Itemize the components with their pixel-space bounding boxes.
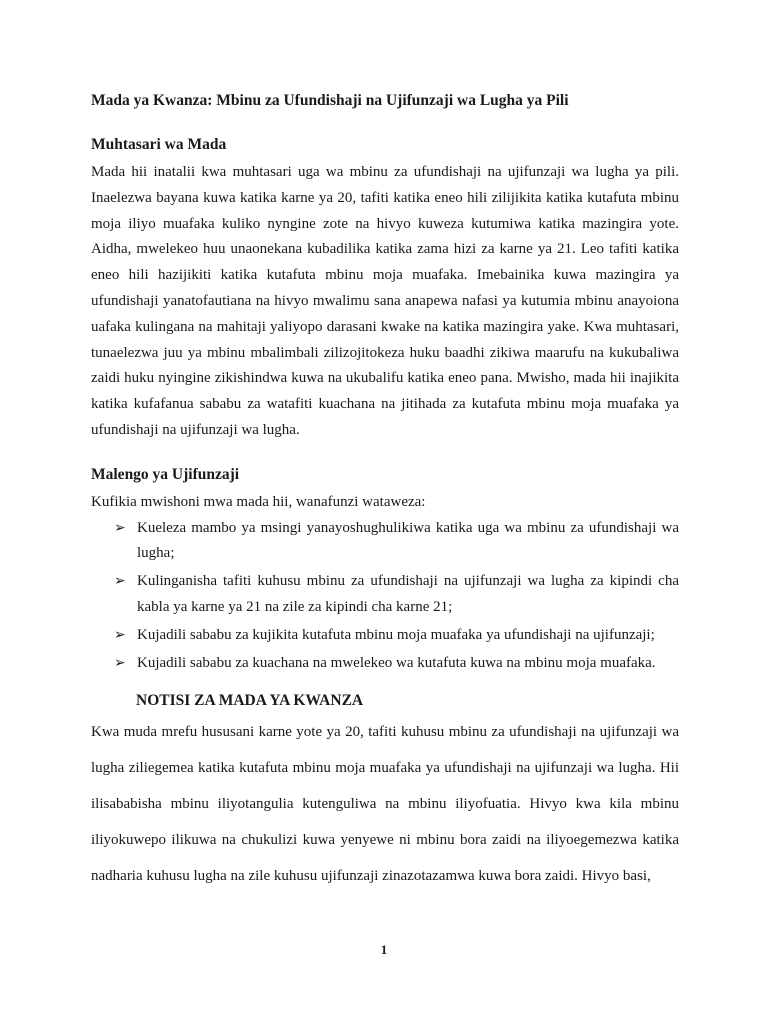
list-item — [91, 516, 679, 568]
list-item — [91, 651, 679, 677]
notes-paragraph: Kwa muda mrefu hususani karne yote ya 20, tafiti kuhusu mbinu za ufundishaji na ujifunzaji wa lugha ziliegemea katika kutafuta mbinu moja muafaka ya ufundishaji na ujifunzaji wa lugha. Hii ilisababisha mbinu iliyotangulia kutenguliwa na mbinu iliyofuatia. Hivyo kwa kila mbinu iliyokuwepo ilikuwa na chukulizi kuwa yenyewe ni mbinu bora zaidi na iliyoegemezwa katika nadharia kuhusu lugha na zile kuhusu ujifunzaji zinazotazamwa kuwa bora zaidi. Hivyo basi, — [91, 724, 679, 884]
list-item-text: Kujadili sababu za kujikita kutafuta mbinu moja muafaka ya ufundishaji na ujifunzaji; — [137, 626, 655, 643]
list-item-text: Kujadili sababu za kuachana na mwelekeo wa kutafuta kuwa na mbinu moja muafaka. — [137, 654, 656, 671]
arrow-bullet-icon: ➢ — [114, 655, 126, 671]
notes-heading: NOTISI ZA MADA YA KWANZA — [136, 692, 364, 710]
list-item-text: Kueleza mambo ya msingi yanayoshughulikiwa katika uga wa mbinu za ufundishaji wa lugha; — [137, 519, 679, 562]
arrow-bullet-icon: ➢ — [114, 520, 126, 536]
arrow-bullet-icon: ➢ — [114, 574, 126, 590]
list-item-text: Kulinganisha tafiti kuhusu mbinu za ufundishaji na ujifunzaji wa lugha za kipindi cha kabla ya karne ya 21 na zile za kipindi cha karne 21; — [137, 573, 679, 615]
document-body — [91, 90, 679, 899]
summary-heading: Muhtasari wa Mada — [91, 136, 227, 153]
page-number: 1 — [380, 942, 388, 957]
list-item — [91, 623, 679, 649]
list-item — [91, 569, 679, 621]
objectives-list — [91, 516, 679, 677]
document-title: Mada ya Kwanza: Mbinu za Ufundishaji na Ujifunzaji wa Lugha ya Pili — [91, 92, 569, 109]
arrow-bullet-icon: ➢ — [114, 627, 126, 643]
summary-paragraph: Mada hii inatalii kwa muhtasari uga wa mbinu za ufundishaji na ujifunzaji wa lugha ya pili. Inaelezwa bayana kuwa katika karne ya 20, tafiti katika eneo hili zilijikita katika kutafuta mbinu moja iliyo muafaka kuliko nyngine zote na hivyo kuweza kutumiwa katika mazingira yote. Aidha, mwelekeo huu unaonekana kubadilika katika zama hizi za karne ya 21. Leo tafiti katika eneo hili hazijikiti katika kutafuta mbinu moja muafaka. Imebainika kuwa mazingira ya ufundishaji yanatofautiana na hivyo mwalimu sana anapewa nafasi ya kutumia mbinu anayoiona uafaka kulingana na mahitaji yaliyopo darasani kwake na katika mazingira yake. Kwa muhtasari, tunaelezwa juu ya mbinu mbalimbali zilizojitokeza huku baadhi zikiwa maarufu na kukubaliwa zaidi huku nyingine zikishindwa kuwa na ukubalifu katika eneo pana. Mwisho, mada hii inajikita katika kufafanua sababu za watafiti kuachana na jitihada za kutafuta mbinu moja muafaka ya ufundishaji na ujifunzaji wa lugha. — [91, 164, 679, 438]
objectives-heading: Malengo ya Ujifunzaji — [91, 465, 240, 483]
objectives-intro: Kufikia mwishoni mwa mada hii, wanafunzi wataweza: — [91, 493, 426, 510]
